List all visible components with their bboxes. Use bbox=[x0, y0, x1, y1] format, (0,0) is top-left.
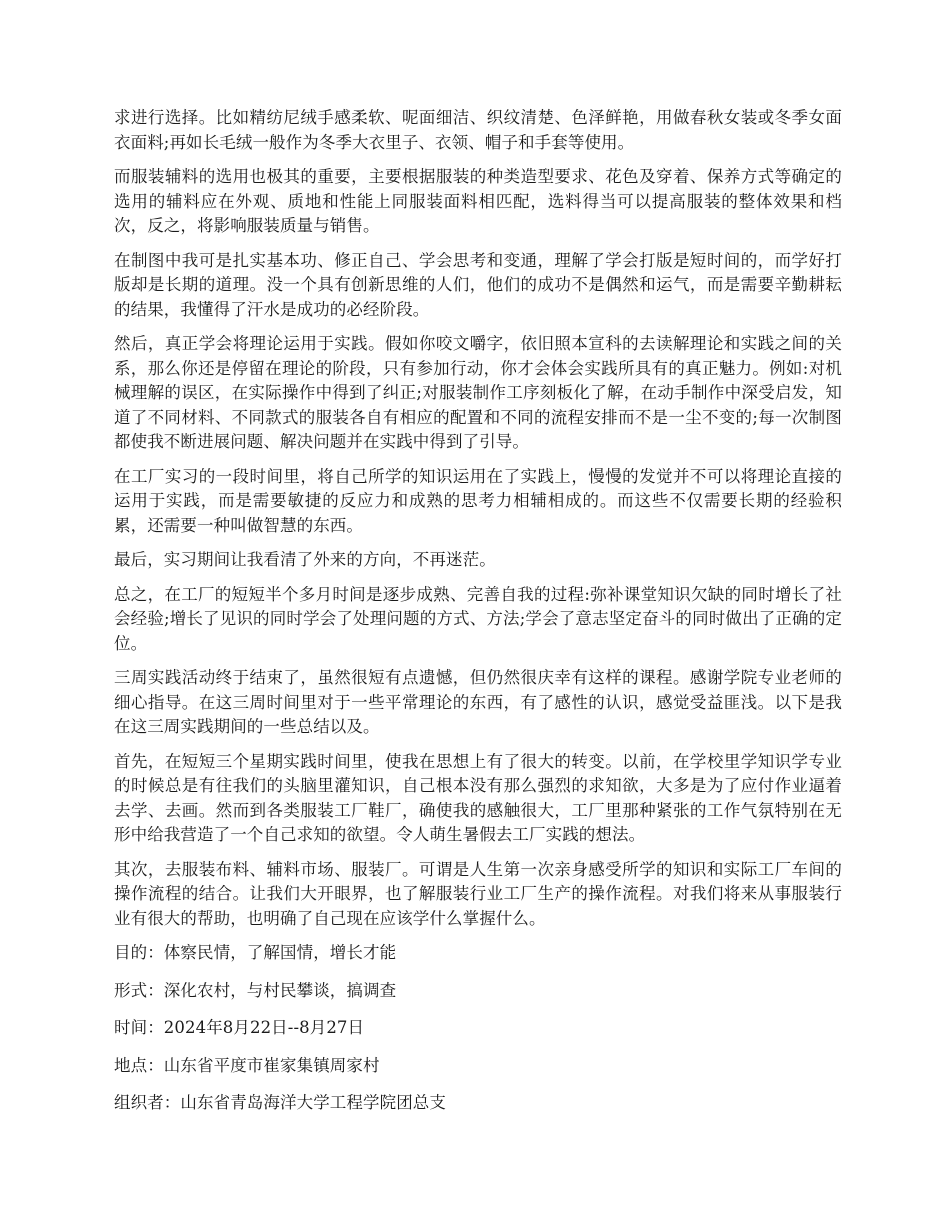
paragraph-theory-practice: 然后，真正学会将理论运用于实践。假如你咬文嚼字，依旧照本宣科的去读解理论和实践之间的关系，那么你还是停留在理论的阶段，只有参加行动，你才会体会实践所具有的真正魅力。例如:对机械理解的误区，在实际操作中得到了纠正;对服装制作工序刻板化了解，在动手制作中深受启发，知道了不同材料、不同款式的服装各自有相应的配置和不同的流程安排而不是一尘不变的;每一次制图都使我不断进展问题、解决问题并在实践中得到了引导。 bbox=[114, 334, 842, 451]
paragraph-pattern-drafting: 在制图中我可是扎实基本功、修正自己、学会思考和变通，理解了学会打版是短时间的，而学好打版却是长期的道理。没一个具有创新思维的人们，他们的成功不是偶然和运气，而是需要辛勤耕耘的结果，我懂得了汗水是成功的必经阶段。 bbox=[114, 250, 842, 319]
paragraph-three-weeks: 三周实践活动终于结束了，虽然很短有点遗憾，但仍然很庆幸有这样的课程。感谢学院专业老师的细心指导。在这三周时间里对于一些平常理论的东西，有了感性的认识，感觉受益匪浅。以下是我在这三周实践期间的一些总结以及。 bbox=[114, 668, 842, 736]
info-organizer: 组织者：山东省青岛海洋大学工程学院团总支 bbox=[114, 1093, 446, 1112]
paragraph-first: 首先，在短短三个星期实践时间里，使我在思想上有了很大的转变。以前，在学校里学知识学专业的时候总是有往我们的头脑里灌知识，自己根本没有那么强烈的求知欲，大多是为了应付作业逼着去学、去画。然而到各类服装工厂鞋厂，确使我的感触很大，工厂里那种紧张的工作气氛特别在无形中给我营造了一个自己求知的欲望。令人萌生暑假去工厂实践的想法。 bbox=[114, 751, 842, 844]
info-time: 时间：2024年8月22日--8月27日 bbox=[114, 1018, 365, 1037]
paragraph-in-summary: 总之，在工厂的短短半个多月时间是逐步成熟、完善自我的过程:弥补课堂知识欠缺的同时增长了社会经验;增长了见识的同时学会了处理问题的方式、方法;学会了意志坚定奋斗的同时做出了正确的定位。 bbox=[114, 584, 842, 653]
info-purpose: 目的：体察民情，了解国情，增长才能 bbox=[114, 943, 397, 962]
document-body bbox=[114, 106, 842, 1129]
info-location: 地点：山东省平度市崔家集镇周家村 bbox=[114, 1055, 380, 1075]
paragraph-second: 其次，去服装布料、辅料市场、服装厂。可谓是人生第一次亲身感受所学的知识和实际工厂车间的操作流程的结合。让我们大开眼界，也了解服装行业工厂生产的操作流程。对我们将来从事服装行业有很大的帮助，也明确了自己现在应该学什么掌握什么。 bbox=[114, 859, 842, 928]
paragraph-accessories: 而服装辅料的选用也极其的重要，主要根据服装的种类造型要求、花色及穿着、保养方式等确定的选用的辅料应在外观、质地和性能上同服装面料相匹配，选料得当可以提高服装的整体效果和档次，反之，将影响服装质量与销售。 bbox=[114, 167, 842, 235]
paragraph-factory-internship: 在工厂实习的一段时间里，将自己所学的知识运用在了实践上，慢慢的发觉并不可以将理论直接的运用于实践，而是需要敏捷的反应力和成熟的思考力相辅相成的。而这些不仅需要长期的经验积累，还需要一种叫做智慧的东西。 bbox=[114, 466, 842, 535]
info-format: 形式：深化农村，与村民攀谈，搞调查 bbox=[114, 980, 397, 1000]
paragraph-finally: 最后，实习期间让我看清了外来的方向，不再迷茫。 bbox=[114, 550, 496, 569]
paragraph-fabric-selection: 求进行选择。比如精纺尼绒手感柔软、呢面细洁、织纹清楚、色泽鲜艳，用做春秋女装或冬季女面衣面料;再如长毛绒一般作为冬季大衣里子、衣领、帽子和手套等使用。 bbox=[114, 108, 842, 152]
